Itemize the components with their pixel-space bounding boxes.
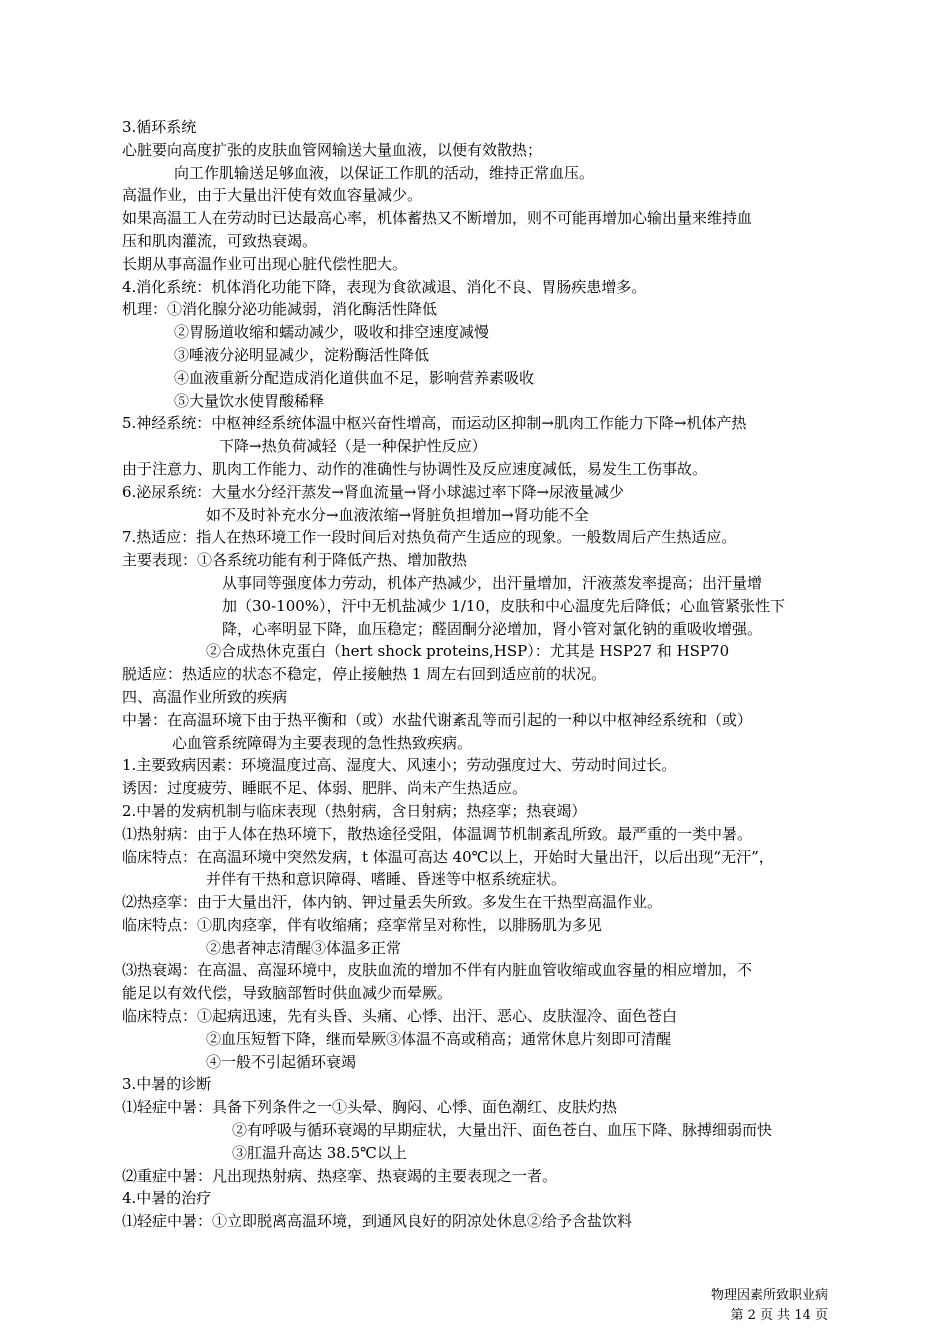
text-line: 4.中暑的治疗: [122, 1189, 212, 1208]
text-line: 由于注意力、肌肉工作能力、动作的准确性与协调性及反应速度减低，易发生工伤事故。: [122, 459, 708, 478]
page-footer: [711, 1286, 828, 1326]
text-line: ⑴轻症中暑：具备下列条件之一①头晕、胸闷、心悸、面色潮红、皮肤灼热: [122, 1098, 618, 1117]
text-line: 诱因：过度疲劳、睡眠不足、体弱、肥胖、尚未产生热适应。: [122, 779, 528, 798]
text-line: ⑴轻症中暑：①立即脱离高温环境，到通风良好的阴凉处休息②给予含盐饮料: [122, 1212, 633, 1231]
text-line: 主要表现：①各系统功能有利于降低产热、增加散热: [122, 551, 468, 570]
text-line: 向工作肌输送足够血液，以保证工作肌的活动，维持正常血压。: [174, 163, 595, 182]
text-line: ③肛温升高达 38.5℃以上: [232, 1143, 407, 1162]
text-line: ②血压短暂下降，继而晕厥③体温不高或稍高；通常休息片刻即可清醒: [206, 1029, 672, 1048]
text-line: 5.神经系统：中枢神经系统体温中枢兴奋性增高，而运动区抑制→肌肉工作能力下降→机体产热: [122, 414, 747, 433]
page-number: 第 2 页 共 14 页: [730, 1308, 828, 1323]
text-line: 临床特点：①肌肉痉挛，伴有收缩痛；痉挛常呈对称性，以腓肠肌为多见: [122, 915, 603, 934]
text-line: 4.消化系统：机体消化功能下降，表现为食欲减退、消化不良、胃肠疾患增多。: [122, 277, 647, 296]
text-line: 1.主要致病因素：环境温度过高、湿度大、风速小；劳动强度过大、劳动时间过长。: [122, 756, 677, 775]
text-line: 心血管系统障碍为主要表现的急性热致疾病。: [172, 733, 473, 752]
text-line: ②患者神志清醒③体温多正常: [206, 938, 402, 957]
text-line: ③唾液分泌明显减少，淀粉酶活性降低: [174, 345, 430, 364]
text-line: 高温作业，由于大量出汗使有效血容量减少。: [122, 186, 423, 205]
text-line: 从事同等强度体力劳动，机体产热减少，出汗量增加，汗液蒸发率提高；出汗量增: [222, 573, 763, 592]
text-line: ④一般不引起循环衰竭: [206, 1052, 357, 1071]
text-line: 临床特点：①起病迅速，先有头昏、头痛、心悸、出汗、恶心、皮肤湿冷、面色苍白: [122, 1007, 678, 1026]
text-line: 3.中暑的诊断: [122, 1075, 212, 1094]
text-line: 临床特点：在高温环境中突然发病，t 体温可高达 40℃以上，开始时大量出汗，以后出现“无汗”，: [122, 847, 774, 866]
text-line: 脱适应：热适应的状态不稳定，停止接触热 1 周左右回到适应前的状况。: [122, 665, 607, 684]
text-line: 心脏要向高度扩张的皮肤血管网输送大量血液，以便有效散热；: [122, 140, 543, 159]
text-line: ⑤大量饮水使胃酸稀释: [174, 391, 325, 410]
text-line: 2.中暑的发病机制与临床表现（热射病，含日射病；热痉挛；热衰竭）: [122, 801, 587, 820]
text-line: 机理：①消化腺分泌功能减弱，消化酶活性降低: [122, 300, 438, 319]
text-line: ⑶热衰竭：在高温、高湿环境中，皮肤血流的增加不伴有内脏血管收缩或血容量的相应增加，不: [122, 961, 753, 980]
text-line: ⑵热痉挛：由于大量出汗，体内钠、钾过量丢失所致。多发生在干热型高温作业。: [122, 893, 663, 912]
text-line: 压和肌肉灌流，可致热衰竭。: [122, 231, 318, 250]
text-line: ⑵重症中暑：凡出现热射病、热痉挛、热衰竭的主要表现之一者。: [122, 1166, 558, 1185]
text-line: 能足以有效代偿，导致脑部暂时供血减少而晕厥。: [122, 984, 453, 1003]
document-body: [122, 116, 832, 1233]
text-line: 6.泌尿系统：大量水分经汗蒸发→肾血流量→肾小球滤过率下降→尿液量减少: [122, 482, 625, 501]
text-line: ②有呼吸与循环衰竭的早期症状，大量出汗、面色苍白、血压下降、脉搏细弱而快: [232, 1121, 773, 1140]
text-line: 3.循环系统: [122, 118, 197, 136]
text-line: 如果高温工人在劳动时已达最高心率，机体蓄热又不断增加，则不可能再增加心输出量来维持血: [122, 209, 753, 228]
text-line: ②胃肠道收缩和蠕动减少，吸收和排空速度减慢: [174, 323, 490, 342]
footer-title: 物理因素所致职业病: [710, 1288, 828, 1303]
text-line: ②合成热休克蛋白（hert shock proteins,HSP）：尤其是 HSP27 和 HSP70: [206, 642, 730, 661]
text-line: 中暑：在高温环境下由于热平衡和（或）水盐代谢紊乱等而引起的一种以中枢神经系统和（或）: [122, 710, 753, 729]
text-line: ④血液重新分配造成消化道供血不足，影响营养素吸收: [174, 368, 535, 387]
text-line: 加（30-100%），汗中无机盐减少 1/10，皮肤和中心温度先后降低；心血管紧张性下: [222, 596, 785, 615]
text-line: 7.热适应：指人在热环境工作一段时间后对热负荷产生适应的现象。一般数周后产生热适应。: [122, 528, 737, 547]
text-line: ⑴热射病：由于人体在热环境下，散热途径受阻，体温调节机制紊乱所致。最严重的一类中暑。: [122, 824, 753, 843]
text-line: 如不及时补充水分→血液浓缩→肾脏负担增加→肾功能不全: [206, 505, 589, 524]
text-line: 下降→热负荷减轻（是一种保护性反应）: [219, 437, 487, 456]
text-line: 降，心率明显下降，血压稳定；醛固酮分泌增加，肾小管对氯化钠的重吸收增强。: [222, 619, 763, 638]
text-line: 并伴有干热和意识障碍、嗜睡、昏迷等中枢系统症状。: [206, 870, 567, 889]
text-line: 四、高温作业所致的疾病: [122, 687, 288, 706]
text-line: 长期从事高温作业可出现心脏代偿性肥大。: [122, 254, 408, 273]
